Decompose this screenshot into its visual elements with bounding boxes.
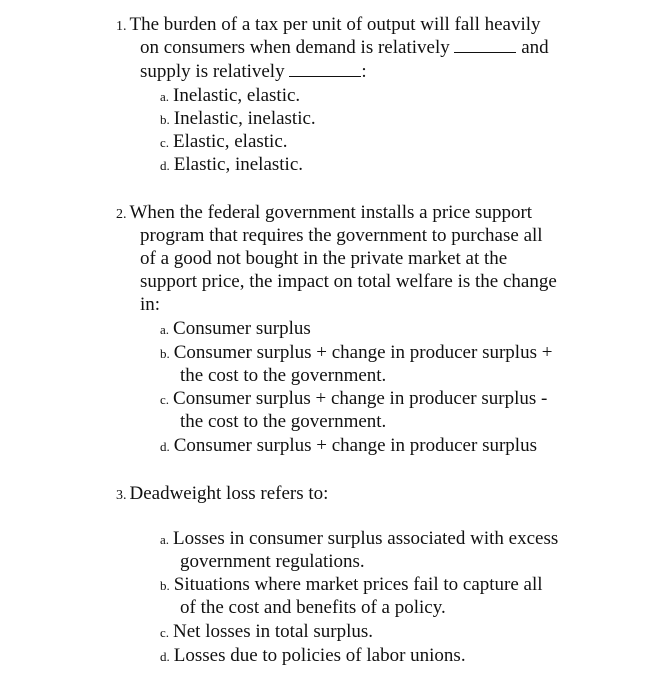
question-3-number: 3. — [116, 488, 127, 503]
question-1-number: 1. — [116, 19, 127, 34]
question-3-option-a — [160, 527, 558, 551]
question-3-option-c — [160, 620, 373, 644]
option-text: Consumer surplus + change in producer surplus — [173, 435, 537, 456]
option-letter: a. — [160, 532, 170, 547]
question-1-stem-4: supply is relatively — [140, 61, 285, 82]
question-2-line-5 — [140, 293, 160, 316]
question-2-line-1 — [116, 201, 532, 226]
option-text: Consumer surplus — [173, 318, 311, 339]
option-letter: d. — [160, 649, 170, 664]
question-3-line-1 — [116, 482, 328, 507]
question-2-option-c — [160, 387, 547, 411]
option-letter: b. — [160, 346, 170, 361]
question-1-line-3 — [140, 60, 367, 83]
question-1-stem-1: The burden of a tax per unit of output will fall heavily — [129, 14, 541, 35]
option-letter: b. — [160, 578, 170, 593]
question-2-stem-2: program that requires the government to purchase all — [140, 225, 543, 246]
option-text: Elastic, inelastic. — [173, 154, 304, 175]
question-2-line-4 — [140, 270, 557, 293]
question-1-line-2 — [140, 36, 549, 59]
question-2-stem-5: in: — [140, 294, 161, 315]
question-2-option-b — [160, 341, 552, 365]
option-text: Consumer surplus + change in producer surplus + — [173, 342, 553, 363]
option-letter: b. — [160, 112, 170, 127]
question-3-option-b-cont — [180, 596, 446, 619]
question-3-option-d — [160, 644, 466, 668]
option-text: Consumer surplus + change in producer surplus - — [173, 388, 548, 409]
option-letter: c. — [160, 392, 170, 407]
question-2-option-a — [160, 317, 311, 341]
question-3-option-b — [160, 573, 543, 597]
option-letter: c. — [160, 625, 170, 640]
question-1-option-d — [160, 153, 303, 177]
option-letter: d. — [160, 439, 170, 454]
question-1-stem-5: : — [361, 61, 367, 82]
option-text-continued: the cost to the government. — [180, 411, 387, 432]
question-2-stem-4: support price, the impact on total welfare is the change — [140, 271, 557, 292]
option-text-continued: government regulations. — [180, 551, 365, 572]
question-2-line-3 — [140, 247, 507, 270]
option-text: Situations where market prices fail to capture all — [173, 574, 543, 595]
option-letter: a. — [160, 322, 170, 337]
question-2-stem-3: of a good not bought in the private market at the — [140, 248, 508, 269]
question-1-line-1 — [116, 13, 541, 38]
option-text: Net losses in total surplus. — [173, 621, 374, 642]
option-text-continued: of the cost and benefits of a policy. — [180, 597, 446, 618]
option-letter: d. — [160, 158, 170, 173]
question-3-option-a-cont — [180, 550, 365, 573]
option-text: Inelastic, inelastic. — [173, 108, 316, 129]
answer-blank-demand — [454, 51, 516, 53]
option-text: Inelastic, elastic. — [173, 85, 301, 106]
question-2-option-d — [160, 434, 537, 458]
question-1-stem-3: and — [521, 37, 549, 58]
question-2-option-c-cont — [180, 410, 386, 433]
question-2-stem-1: When the federal government installs a price support — [129, 202, 533, 223]
question-2-option-b-cont — [180, 364, 386, 387]
question-1-option-c — [160, 130, 288, 154]
question-1-option-b — [160, 107, 316, 131]
option-text-continued: the cost to the government. — [180, 365, 387, 386]
option-letter: c. — [160, 135, 170, 150]
option-text: Losses due to policies of labor unions. — [173, 645, 466, 666]
question-2-number: 2. — [116, 207, 127, 222]
answer-blank-supply — [289, 75, 361, 77]
question-3-stem-1: Deadweight loss refers to: — [129, 483, 329, 504]
option-text: Losses in consumer surplus associated with excess — [173, 528, 559, 549]
question-1-stem-2: on consumers when demand is relatively — [140, 37, 450, 58]
question-2-line-2 — [140, 224, 543, 247]
question-1-option-a — [160, 84, 300, 108]
option-letter: a. — [160, 89, 170, 104]
option-text: Elastic, elastic. — [173, 131, 288, 152]
